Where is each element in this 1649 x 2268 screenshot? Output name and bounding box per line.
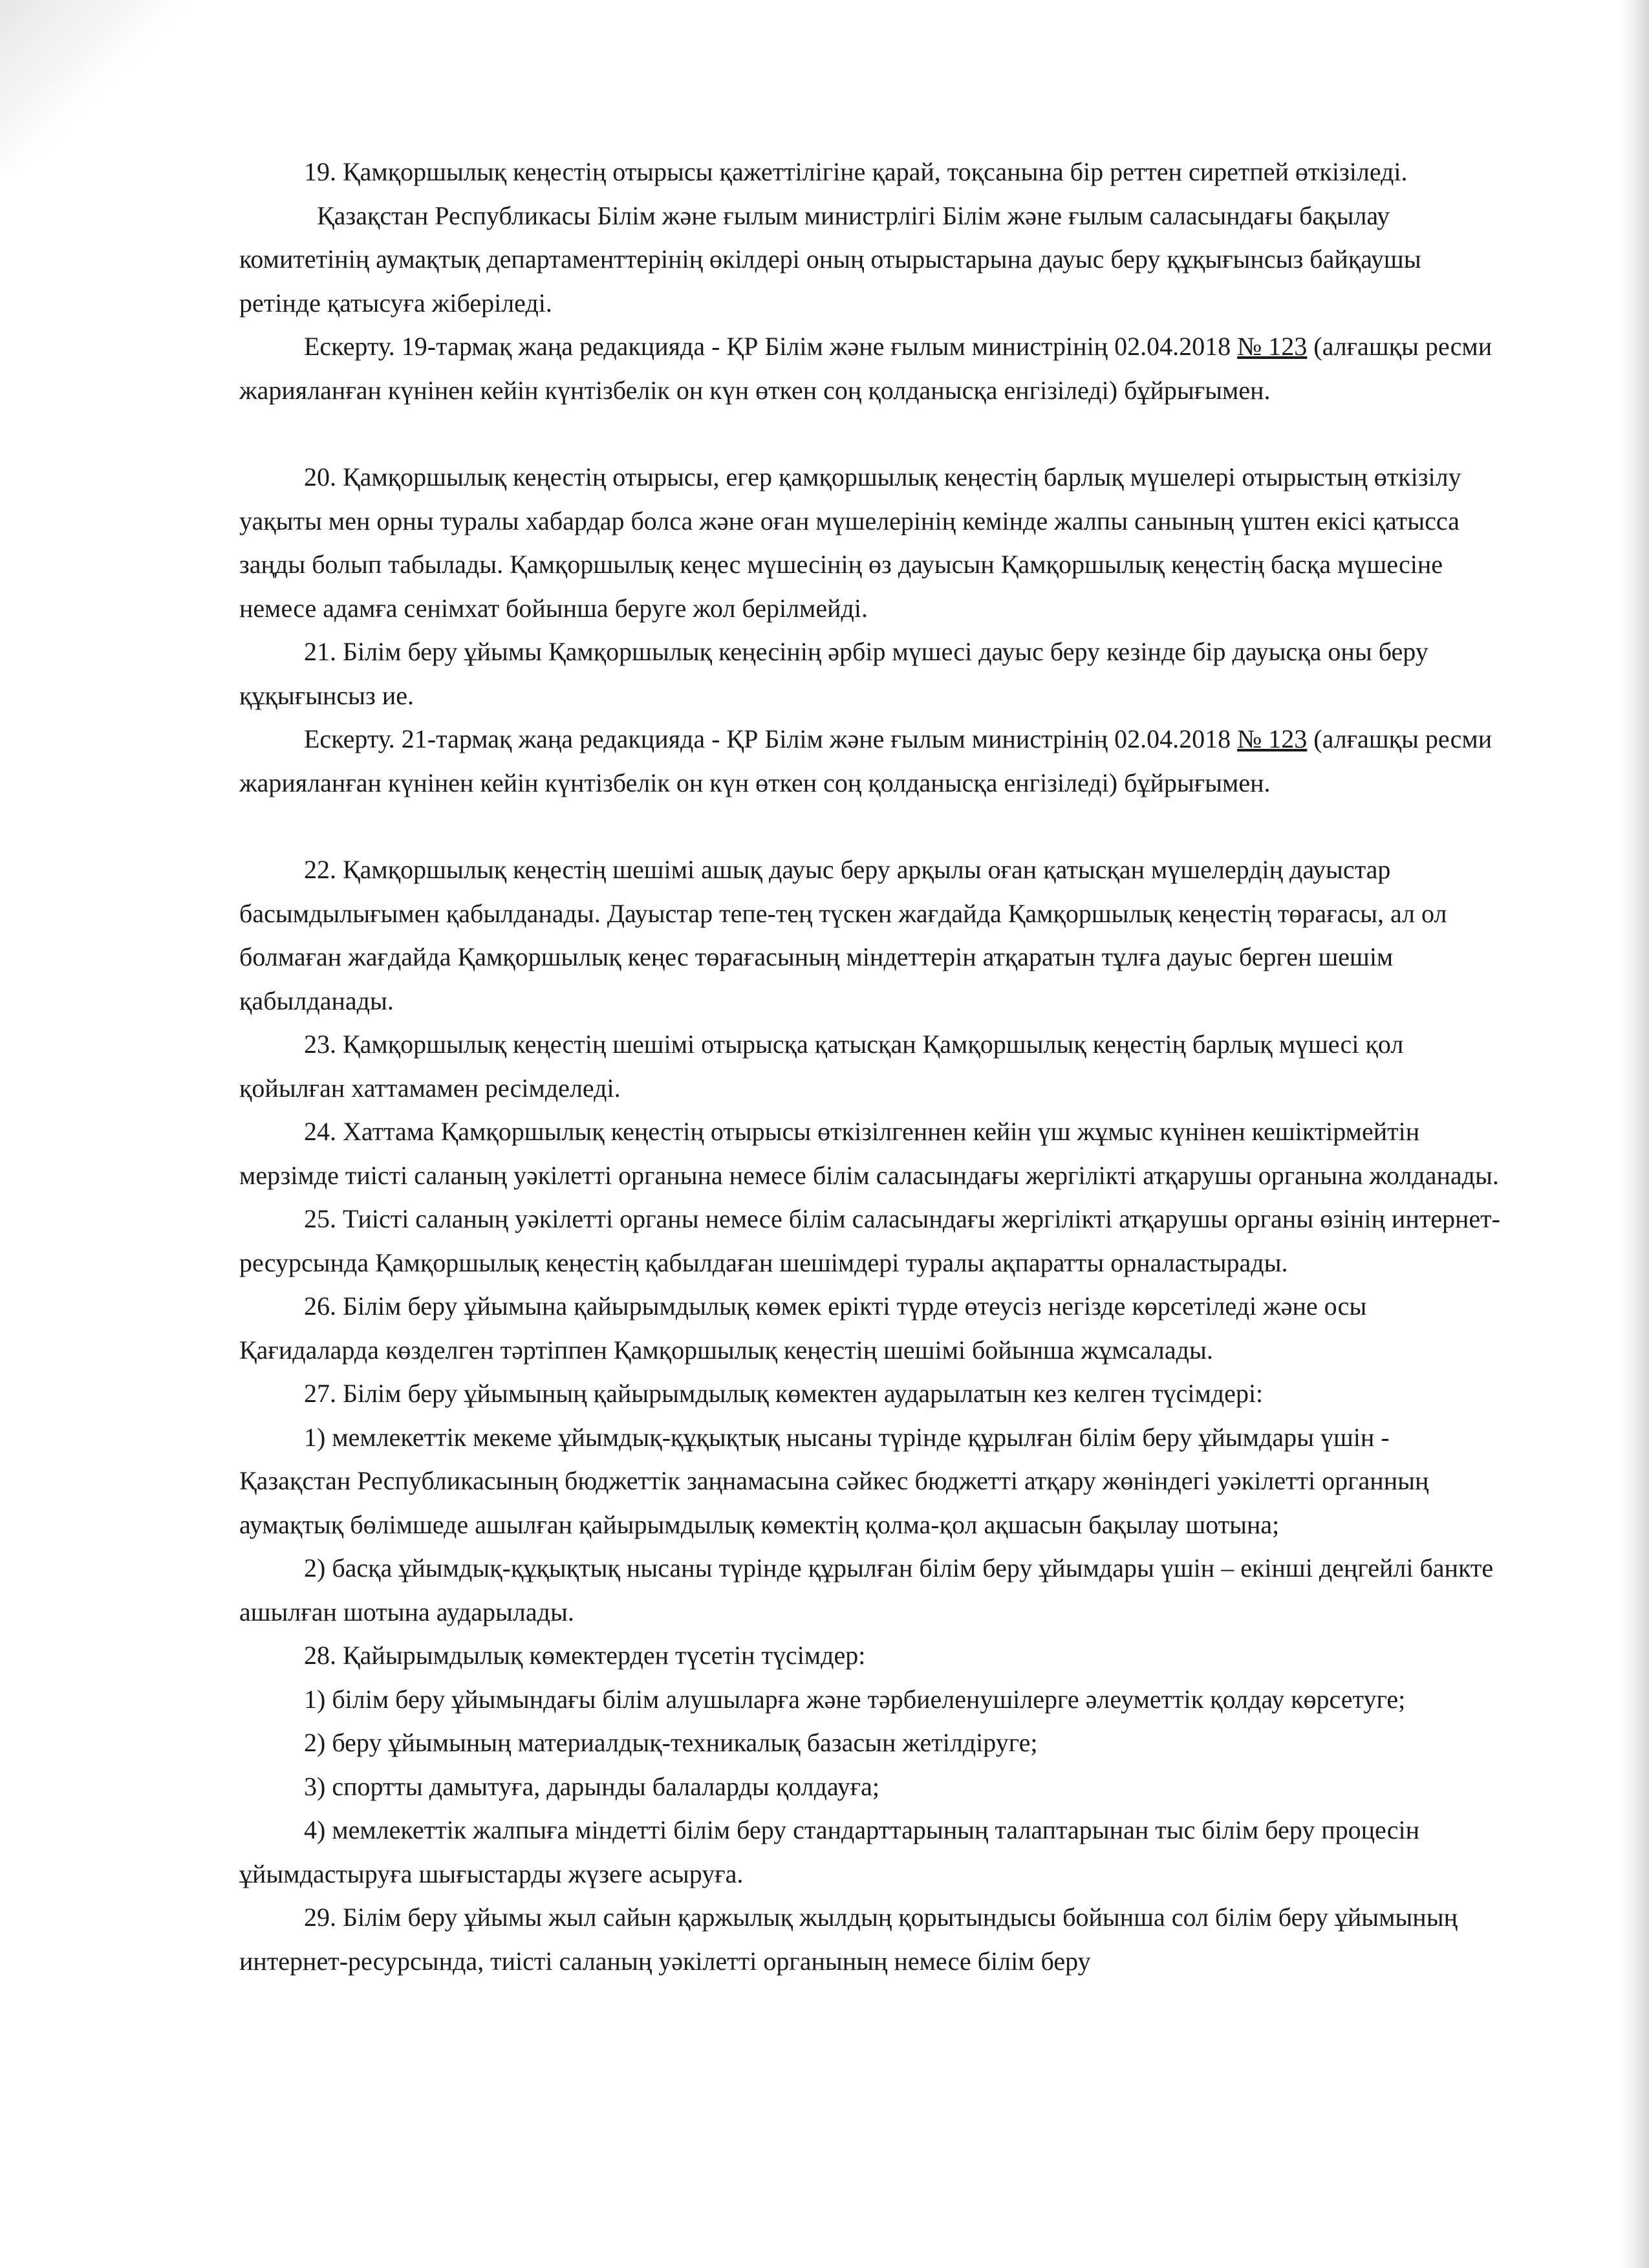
note-21-text: Ескерту. 21-тармақ жаңа редакцияда - ҚР Білім және ғылым министрінің 02.04.2018 (304, 724, 1238, 753)
note-19-text-end: (алғашқы ресми жарияланған күнінен кейін күнтізбелік он күн өткен соң қолданысқа енгізіледі) бұйрығымен. (239, 332, 1493, 405)
paragraph-27-item-2: 2) басқа ұйымдық-құқықтық нысаны түрінде құрылған білім беру ұйымдары үшін – екінші деңгейлі банкте ашылған шотына аударылады. (239, 1553, 1494, 1626)
note-19 (239, 325, 1507, 412)
paragraph-19: 19. Қамқоршылық кеңестің отырысы қажеттілігіне қарай, тоқсанына бір реттен сиретпей өткізіледі. (304, 157, 1408, 186)
note-19-text: Ескерту. 19-тармақ жаңа редакцияда - ҚР Білім және ғылым министрінің 02.04.2018 (304, 332, 1238, 361)
paragraph-24: 24. Хаттама Қамқоршылық кеңестің отырысы өткізілгеннен кейін үш жұмыс күнінен кешіктірмейтін мерзімде тиісті саланың уәкілетті органына немесе білім саласындағы жергілікті атқарушы органына жолданады. (239, 1117, 1499, 1190)
document-page (239, 150, 1507, 1983)
paragraph-28: 28. Қайырымдылық көмектерден түсетін түсімдер: (304, 1641, 866, 1670)
paragraph-21: 21. Білім беру ұйымы Қамқоршылық кеңесінің әрбір мүшесі дауыс беру кезінде бір дауысқа оны беру құқығынсыз ие. (239, 637, 1428, 710)
paragraph-27-item-1: 1) мемлекеттік мекеме ұйымдық-құқықтық нысаны түрінде құрылған білім беру ұйымдары үшін - Қазақстан Республикасының бюджеттік заңнамасына сәйкес бюджетті атқару жөніндегі уәкілетті органның аумақтық бөлімшеде ашылған қайырымдылық көмектің қолма-қол ақшасын бақылау шотына; (239, 1422, 1429, 1539)
paragraph-25: 25. Тиісті саланың уәкілетті органы немесе білім саласындағы жергілікті атқарушы органы өзінің интернет-ресурсында Қамқоршылық кеңестің қабылдаған шешімдері туралы ақпаратты орналастырады. (239, 1204, 1500, 1277)
paragraph-26: 26. Білім беру ұйымына қайырымдылық көмек ерікті түрде өтеусіз негізде көрсетіледі және осы Қағидаларда көзделген тәртіппен Қамқоршылық кеңестің шешімі бойынша жұмсалады. (239, 1291, 1367, 1365)
paragraph-22: 22. Қамқоршылық кеңестің шешімі ашық дауыс беру арқылы оған қатысқан мүшелердің дауыстар басымдылығымен қабылданады. Дауыстар тепе-тең түскен жағдайда Қамқоршылық кеңестің төрағасы, ал ол болмаған жағдайда Қамқоршылық кеңес төрағасының міндеттерін атқаратын тұлға дауыс берген шешім қабылданады. (239, 855, 1447, 1015)
scan-corner-shadow (0, 0, 272, 168)
order-123-link[interactable]: № 123 (1237, 332, 1308, 361)
scan-edge-shadow (1619, 0, 1649, 2268)
paragraph-28-item-1: 1) білім беру ұйымындағы білім алушыларға және тәрбиеленушілерге әлеуметтік қолдау көрсетуге; (304, 1684, 1406, 1714)
note-21-text-end: (алғашқы ресми жарияланған күнінен кейін күнтізбелік он күн өткен соң қолданысқа енгізіледі) бұйрығымен. (239, 724, 1493, 797)
paragraph-19-observers: Қазақстан Республикасы Білім және ғылым министрлігі Білім және ғылым саласындағы бақылау комитетінің аумақтық департаменттерінің өкілдері оның отырыстарына дауыс беру құқығынсыз байқаушы ретінде қатысуға жіберіледі. (239, 200, 1421, 318)
note-21 (239, 717, 1507, 805)
paragraph-20: 20. Қамқоршылық кеңестің отырысы, егер қамқоршылық кеңестің барлық мүшелері отырыстың өткізілу уақыты мен орны туралы хабардар болса және оған мүшелерінің кемінде жалпы санының үштен екісі қатысса заңды болып табылады. Қамқоршылық кеңес мүшесінің өз дауысын Қамқоршылық кеңестің басқа мүшесіне немесе адамға сенімхат бойынша беруге жол берілмейді. (239, 462, 1461, 623)
paragraph-28-item-3: 3) спортты дамытуға, дарынды балаларды қолдауға; (304, 1771, 879, 1801)
paragraph-27: 27. Білім беру ұйымының қайырымдылық көмектен аударылатын кез келген түсімдері: (304, 1379, 1264, 1408)
paragraph-28-item-2: 2) беру ұйымының материалдық-техникалық базасын жетілдіруге; (304, 1728, 1038, 1757)
paragraph-23: 23. Қамқоршылық кеңестің шешімі отырысқа қатысқан Қамқоршылық кеңестің барлық мүшесі қол қойылған хаттамамен ресімделеді. (239, 1030, 1404, 1103)
paragraph-28-item-4: 4) мемлекеттік жалпыға міндетті білім беру стандарттарының талаптарынан тыс білім беру процесін ұйымдастыруға шығыстарды жүзеге асыруға. (239, 1815, 1420, 1888)
paragraph-29: 29. Білім беру ұйымы жыл сайын қаржылық жылдың қорытындысы бойынша сол білім беру ұйымының интернет-ресурсында, тиісті саланың уәкілетті органының немесе білім беру (239, 1903, 1458, 1976)
order-123-link[interactable]: № 123 (1237, 724, 1308, 753)
